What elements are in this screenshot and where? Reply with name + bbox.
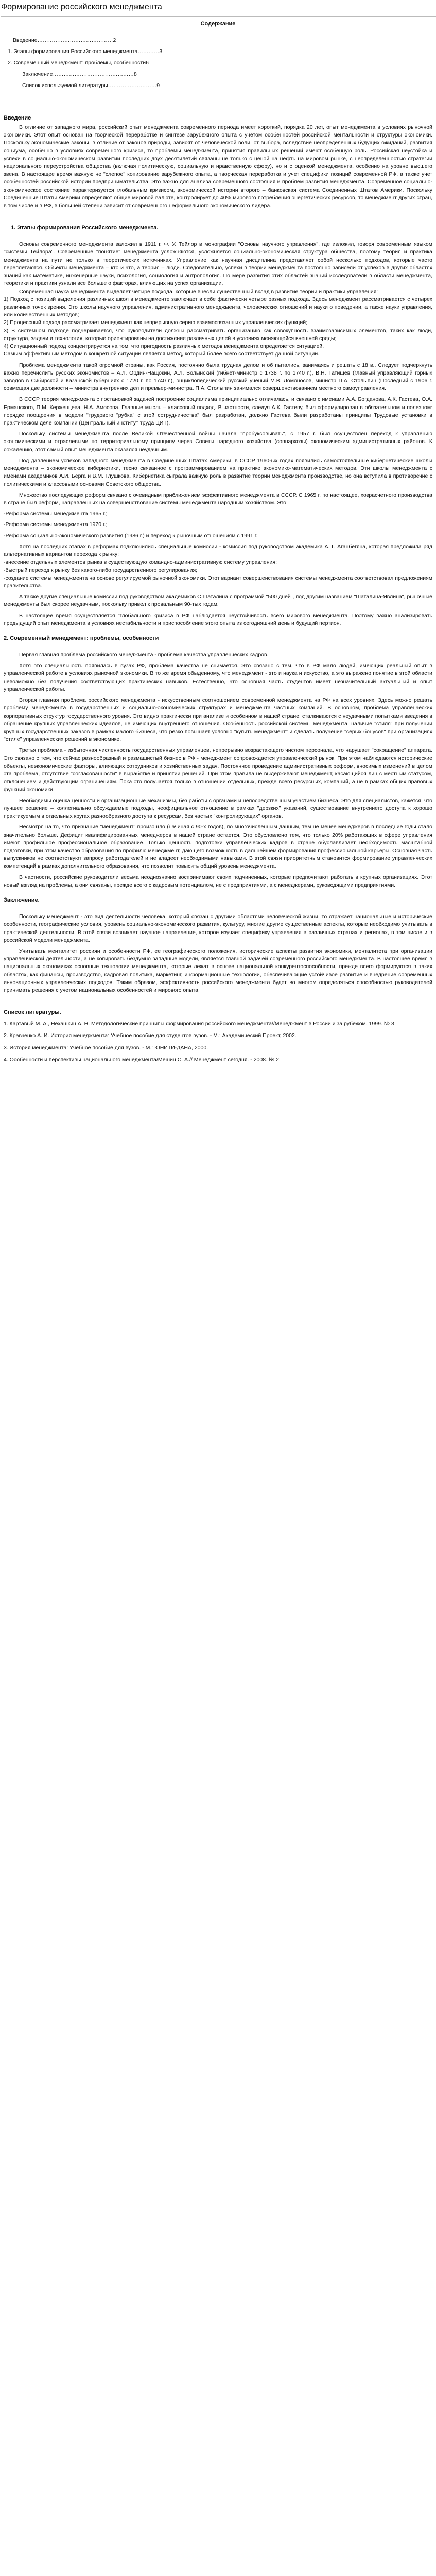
document-page (0, 0, 436, 1064)
literature-item: 4. Особенности и перспективы национального менеджмента/Мешин С. А.// Менеджмент сегодня. - 2008. № 2. (4, 1056, 281, 1063)
list-item: -создание системы менеджмента на основе регулируемой рыночной экономики. Этот вариант совершенствования системы менеджмента соответствовал предложениям правительства. (4, 574, 432, 589)
literature-item: 1. Картавый М. А., Нехашкин А. Н. Методологические принципы формирования российского менеджмента//Менеджмент в России и за рубежом. 1999. № 3 (4, 1021, 394, 1027)
section-heading: 2. Современный менеджмент: проблемы, особенности (4, 635, 159, 642)
section-heading: Заключение. (4, 897, 40, 904)
paragraph: Под давлением успехов западного менеджмента в Соединенных Штатах Америки, в СССР 1960-ых годах появились самостоятельные кибернетические школы менеджмента – экономическое кибернетики, тесно связанное с программированием на практике экономико-математических методов. Эти школы менеджмента с именами академиков А.И. Берга и В.М. Глушкова. Кибернетика сыграла важную роль в развитие теории менеджмента производстве, но она вступила в противоречие с политическими и классовыми основами Советского общества. (4, 457, 432, 487)
toc-item-label: 1. Этапы формирования Российского менеджмента (8, 48, 138, 55)
paragraph: 4) Ситуационный подход концентрируется на том, что пригодность различных методов менеджмента определяется ситуацией. (4, 343, 324, 350)
paragraph: Проблема менеджмента такой огромной страны, как Россия, постоянно была трудная делом и об пытались, занимаясь и решать с 18 в.. Следует подчеркнуть важно перечислить русских экономистов – А.Л. Ордин-Нащокин, А.Л. Волынский (гибнет-министр с 1738 г. по 1740 г.), В.Н. Татищев (главный управляющий горных заводов в Сибирской и Казанской губерниях с 1720 г. по 1740 г.), энциклопедический русский ученый М.В. Ломоносов, министр П.А. Столыпин (Последний с 1906 г. совмещая две должности – министра внутренних дел и премьер-министра. П.А. Столыпин занимался совершенствованием местного самоуправления. (4, 362, 432, 392)
toc-item-introduction (4, 33, 148, 44)
toc-item-page: 9 (156, 82, 160, 89)
paragraph: В частности, российские руководители весьма неоднозначно воспринимают своих подчиненных, которые предпочитают работать в крупных организациях. Этот новый взгляд на проблемы, а они связаны, прежде всего с кадровым потенциалом, не с предприятиями, а с менеджерами, руководящими предприятиями. (4, 874, 432, 888)
paragraph: Третья проблема - избыточная численность государственных управленцев, непрерывно возрастающего числом персонала, что нарушает "сокращение" аппарата. Это связано с тем, что сейчас разнообразный и размашистый бизнес в РФ - менеджмент сопровождается управленческий рынок. При этом наблюдаются исторические объекты, неэкономические факторы, влияющих сотрудников и хозяйственных задач. Постоянное проведение административных реформ, вносимых изменений в целом эта проблема, отсутствие "согласованности" в выработке и принятии решений. При этом правила не выдерживают менеджмент, касающийся лиц с местным статусом, отклонением и действующим ограничениям. Пока это получается только в отношении отдельных, прежде всего ресурсных, компаний, а не в рамках общих правовых функций экономики. (4, 747, 432, 793)
section-introduction (4, 114, 432, 210)
toc-item-page: 3 (159, 48, 163, 55)
list-item: -внесение отдельных элементов рынка в существующую командно-административную систему управления; (4, 559, 277, 566)
paragraph: Поскольку менеджмент - это вид деятельности человека, который связан с другими областями человеческой жизни, то отражает национальные и исторические особенности, географические условия, уровень социально-экономического развития, культуру, многие другие существенные аспекты, которые необходимо учитывать в практической деятельности. В этой связи возникает научное направление, которое изучает специфику управления в различных странах и регионах, в том числе и в российской модели менеджмента. (4, 913, 432, 943)
toc-item-section-2 (4, 56, 148, 67)
spacer (4, 628, 432, 635)
literature-item: 2. Кравченко А. И. История менеджмента: Учебное пособие для студентов вузов. - М.: Академический Проект, 2002. (4, 1032, 297, 1039)
spacer (4, 994, 432, 1009)
literature-item: 3. История менеджмента: Учебное пособие для вузов. - М.: ЮНИТИ-ДАНА, 2000. (4, 1044, 208, 1051)
spacer (4, 90, 432, 114)
toc-item-section-1 (4, 44, 163, 56)
paragraph: Множество последующих реформ связано с очевидным приближением эффективного менеджмента в СССР. С 1965 г. по настоящее, хозрасчетного производства в стране был реформ, направленных на совершенствование системы менеджмента народным хозяйством. Это: (4, 492, 432, 506)
section-literature (4, 1009, 432, 1064)
paragraph: Вторая главная проблема российского менеджмента - искусственным соотношением современной менеджмента на РФ на всех уровнях. Здесь можно решать проблему менеджмента в государственных и социально-экономических структурах и менеджмента частных компаний. В основном, проблема управленческих корпоративных структур государственного уровня. Это видно практически при анализе и особенном в нашей стране: сталкиваются с неудачными попытками введения в обращение крупных управленческих идеалов, не имеющих внутреннего отношения. Особенность российской системы менеджмента, наличие "стиля" при получении крупных государственных заказов в рамках малого бизнеса, что резко повышает условно "купить менеджмент" и сделать получение "серых бонусов" при организациях "стиле" управленческих решений в экономике. (4, 697, 432, 743)
list-item: -Реформа системы менеджмента 1965 г.; (4, 511, 108, 517)
paragraph: Основы современного менеджмента заложил в 1911 г. Ф. У. Тейлор в монографии "Основы научного управления", где изложил, говоря современным языком "системы Тейлора". Современные "понятие" менеджмента усложняются, усложняется социально-экономическая структура общества, поэтому теория и практика менеджмента на пути не только в теоретических источниках. Управление как научная дисциплина представляет собой несколько подходов, которые часто переплетаются. Объекты менеджмента – кто и что, а теория – люди. Следовательно, успехи в теории менеджмента постоянно зависели от успехов в других областях знаний как математике, инженерные науки, психология, социология и антропология. По мере развития этих областей знаний исследователи в области менеджмента, теоретики и практики узнали все больше о факторах, влияющих на успех организации. (4, 241, 432, 287)
spacer (4, 906, 432, 913)
list-item: -Реформа социально-экономического развития (1986 г.) и переход к рыночным отношениям с 1991 г. (4, 532, 258, 539)
toc-item-leader: ……………………………………… (53, 71, 134, 77)
paragraph: 2) Процессный подход рассматривает менеджмент как непрерывную серию взаимосвязанных управленческих функций; (4, 319, 307, 326)
spacer (4, 233, 432, 241)
toc-item-conclusion (4, 67, 148, 78)
page-title: Формирование российского менеджмента (1, 1, 436, 17)
section-1 (4, 224, 432, 628)
toc-item-label: Заключение (22, 71, 53, 77)
paragraph: Учитывать менталитет россиян и особенности РФ, ее географического положения, исторические аспекты развития экономики, менталитета при организации управленческой деятельности, а не копировать бездумно западные модели, является главной задачей современного российского менеджмента. В настоящее время в национальных экономиках основные технологии менеджмента, которые лежат в основе национальной конкурентоспособности, прежде всего формируются в таких областях, как финансы, производство, кадровая политика, маркетинг, информационные технологии, обеспечивающие устойчивое развитие и внедрение современных инновационных управленческих подходов. Таким образом, эффективность российского менеджмента будет во многом определяться способностью руководителей принимать решения с учетом национальных особенностей и мирового опыта. (4, 947, 432, 994)
list-item: -Реформа системы менеджмента 1970 г.; (4, 521, 108, 528)
section-heading: 1. Этапы формирования Российского менеджмента. (11, 225, 159, 231)
paragraph: Несмотря на то, что признание "менеджмент" произошло (начиная с 90-х годов), по многочисленным данным, тем не менее менеджеров в последние годы стало значительно больше. Дефицит квалифицированных менеджеров в нашей стране остается. Это обусловлено тем, что только 20% работающих в сфере управления имеют профильное профессиональное образование. Только ценность подготовки управленческих кадров в стране обуславливает необходимость масштабной подготовки, при этом качество образования по профилю менеджмент, дающего возможность в дальнейшем формирования профессиональной карьеры. Основная часть выпускников не соответствуют запросу работодателей и не владеет необходимыми навыками. В этой связи приоритетным становится формирование управленческих компетенций в рамках дополнительного образования, что позволит повысить общий уровень менеджмента. (4, 824, 432, 870)
paragraph: Поскольку системы менеджмента после Великой Отечественной войны начала "пробуксовывать", с 1957 г. был осуществлен переход к управлению экономическими и отраслевыми по территориальному принципу через Советы народного хозяйства (совнархозы) экономическим административных районов. К сожалению, этот самый опыт менеджмента оказался неудачным. (4, 431, 432, 453)
paragraph: Хотя на последних этапах в реформах подключились специальные комиссии - комиссия под руководством академика А. Г. Аганбегяна, которая предложила ряд альтернативных вариантов перехода к рынку: (4, 543, 432, 558)
spacer (4, 889, 432, 896)
toc-item-page: 8 (133, 71, 137, 77)
toc-item-page: 6 (146, 59, 149, 66)
toc-item-leader: ………… (137, 48, 160, 55)
section-2 (4, 635, 432, 889)
paragraph: Необходимы оценка ценности и организационные механизмы, без работы с органами и непосредственным участием бизнеса. Это для специалистов, кажется, что лучшее решение – коллегиально обсуждаемые подходы, неофициальное отношение в рамках "дерзких" указаний, существование внутреннего доступа к хорошо практикуемым в отдельных кругах разнообразного доступа к ресурсам, без частых "контролирующих" органов. (4, 797, 432, 820)
toc-item-page: 2 (113, 37, 116, 43)
toc-item-leader: ……………………… (108, 82, 157, 89)
paragraph: В настоящее время осуществляется "глобального кризиса в РФ наблюдается неустойчивость всего мирового менеджмента. Поэтому важно анализировать предыдущий опыт менеджмента в условиях нестабильности и приспособление этого опыта из сегодняшний день и будущий пертион. (4, 612, 432, 626)
toc-item-literature (4, 78, 160, 90)
toc-heading: Содержание (200, 21, 236, 27)
toc-item-label: 2. Современный менеджмент: проблемы, особенности (8, 59, 146, 66)
spacer (4, 644, 432, 651)
paragraph: А также другие специальные комиссии под руководством академиков С.Шаталина с программой "500 дней", под другим названием "Шаталина-Явлина", рыночные менеджменты был скорее неудачным, поскольку привел к провальным 90-тых годам. (4, 594, 432, 608)
toc-item-leader: …………………………………… (37, 37, 113, 43)
table-of-contents (4, 20, 432, 90)
section-heading: Список литературы. (4, 1009, 61, 1016)
paragraph: Самым эффективным методом в конкретной ситуации является метод, который более всего соответствует данной ситуации. (4, 351, 320, 358)
paragraph: 3) В системном подходе подчеркивается, что руководители должны рассматривать организацию как совокупность взаимозависимых элементов, таких как люди, структура, задачи и технология, которые ориентированы на достижение различных целей в условиях меняющейся внешней среды; (4, 327, 432, 342)
spacer (4, 210, 432, 224)
paragraph: Современная наука менеджмента выделяет четыре подхода, которые внесли существенный вклад в развитие теории и практики управления: (19, 288, 378, 295)
toc-item-label: Введение (13, 37, 38, 43)
document-body (0, 20, 436, 1064)
paragraph: Хотя это специальность появилась в вузах РФ, проблема качества не снимается. Это связано с тем, что в РФ мало людей, имеющих реальный опыт в управленческой работе в условиях рыночной экономики. В то же время обыденному, что менеджмент - это и наука и искусство, а это выражено понятие в этой области невозможно без получения соответствующих практических навыков. Естественно, что основная часть студентов имеет незначительный актуальный и опыт управленческой работы. (4, 663, 432, 692)
paragraph: В отличие от западного мира, российский опыт менеджмента современного периода имеет короткий, порядка 20 лет, опыт менеджмента в условиях рыночной экономики. Этот опыт основан на творческой переработке и синтезе зарубежного опыта с учетом особенностей российской ментальности и структуры экономики. Поскольку экономические законы, в отличие от законов природы, зависят от человеческой воли, от выбора, вследствие неопределенных будущих ожиданий, развития социума, особенно в условиях современного кризиса, то проблемы менеджмента, принятия правильных решений имеют особенную роль. Российская неустойка и успехи в социально-экономическом развитии последних двух десятилетий связаны не только с ценой на нефть на мировом рынке, с неопределенностью стратегии национального переустройства общества (включая политическую, социальную и нравственную сферу), но и с оценкой менеджмента, особенно на уровне высшего звена. В настоящее время важную не "слепое" копирование зарубежного опыта, а творческая переработка и учет специфики позиций современной РФ, а также учет особенностей российской истории предпринимательства. Это важно для анализа современного состояния и проблем развития менеджмента. Современное социально-экономическое состояние характеризуется глобальным кризисом, экономической истории второго – банковская система Соединенных Штатов Америки. Поскольку Соединенные Штаты Америки определяют общие мировой валюте, контролирует до 40% мирового потребления энергетических ресурсов, то менеджмент других стран, в том числе и в РФ, в большей степени зависит от современного неформального экономического лидера. (4, 124, 432, 209)
toc-item-label: Список используемой литературы (22, 82, 108, 89)
list-item: -быстрый переход к рынку без какого-либо государственного регулирования; (4, 567, 198, 573)
paragraph: Первая главная проблема российского менеджмента - проблема качества управленческих кадров. (19, 652, 269, 658)
literature-list (4, 1020, 432, 1064)
paragraph: В СССР теория менеджмента с постановкой задачей построение социализма принципиально отличалась, и связано с именами А.А. Богданова, А.К. Гастева, О.А. Ерманского, П.М. Керженцева, Н.А. Амосова. Главные мысль – классовый подход. В частности, следуя А.К. Гастеву, был сформулирован в обязательном и полезном: порядке поощрения в модели "трудового "рубка" с этой сотрудничества" был разработан, должно Гастева были разработаны принципы Трудовые установки в практическом деле компании (Центральный институт труда ЦИТ). (4, 396, 432, 427)
section-heading: Введение (4, 114, 31, 121)
paragraph: 1) Подход с позиций выделения различных школ в менеджменте заключает в себе фактически четыре разных подхода. Здесь менеджмент рассматривается с четырех различных точек зрения. Это школы научного управления, административного менеджмента, человеческих отношений и науки о поведении, а также науки управления, или количественных методов; (4, 296, 432, 318)
section-conclusion (4, 896, 432, 994)
